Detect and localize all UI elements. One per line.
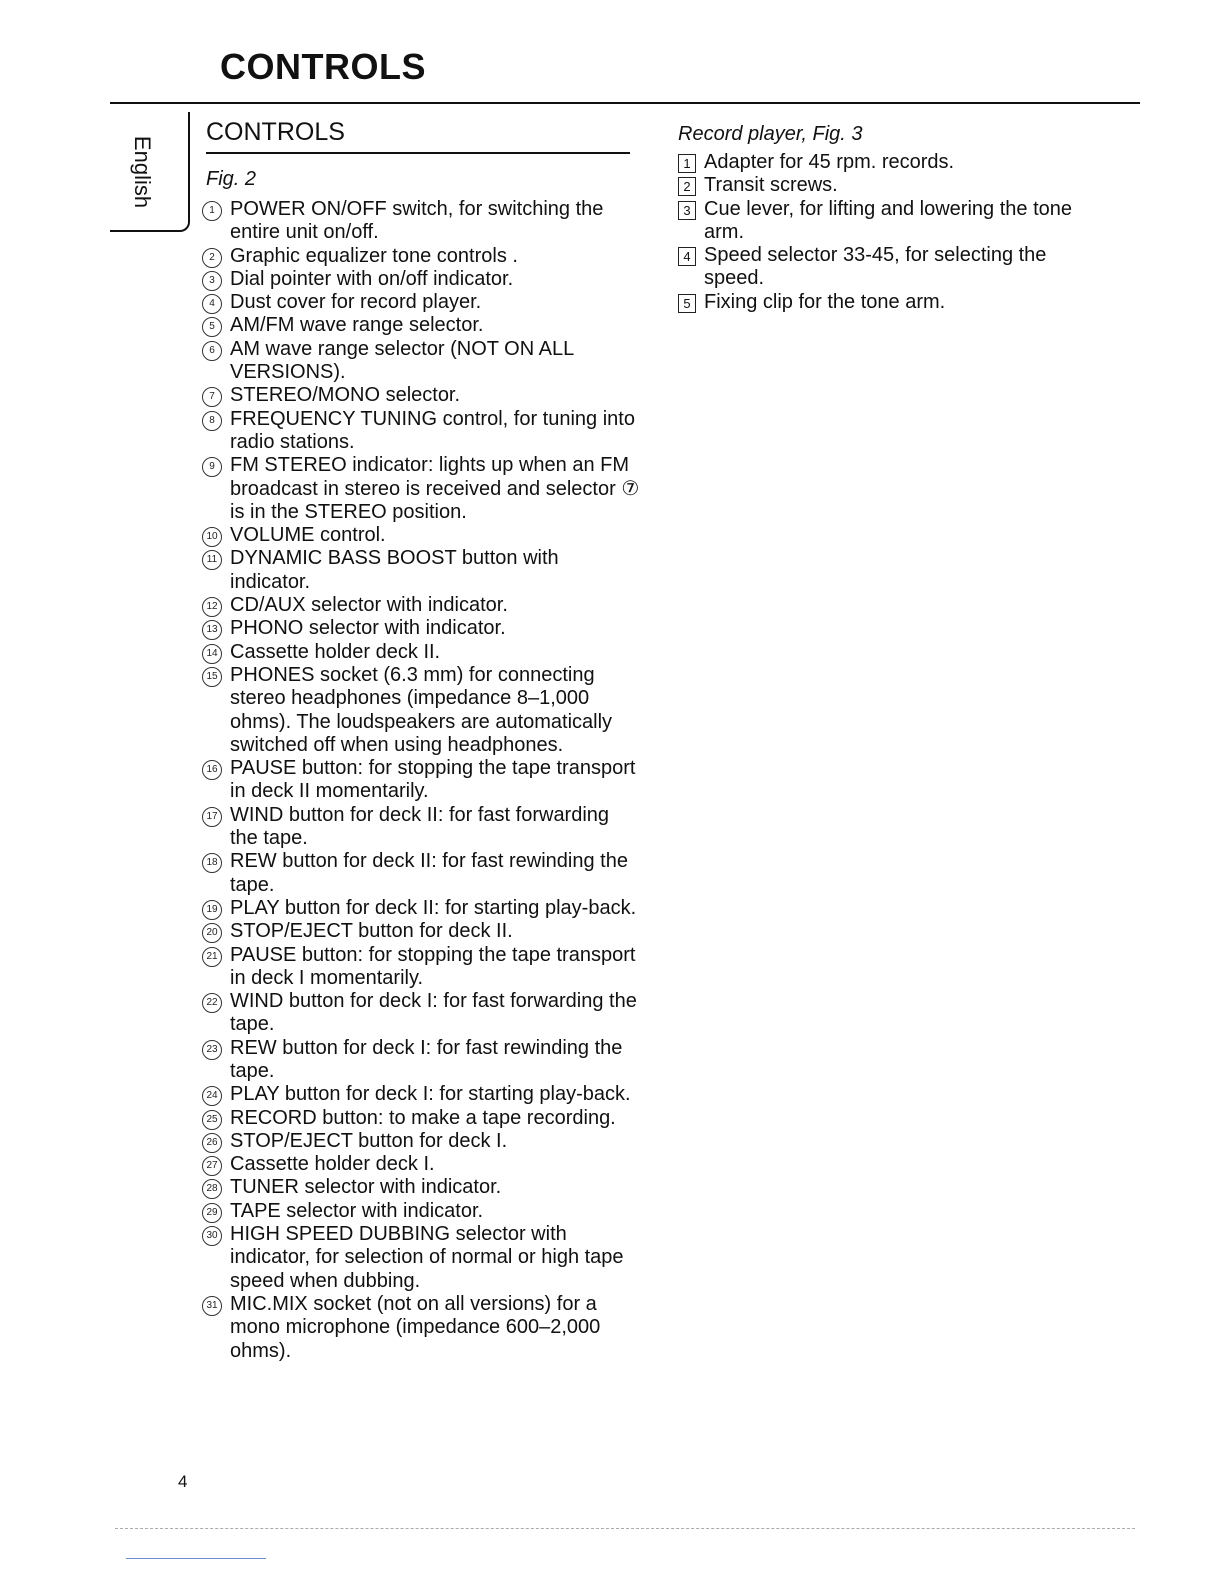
list-item (200, 594, 640, 617)
item-text: REW button for deck II: for fast rewinding the tape. (230, 850, 628, 896)
item-text: PAUSE button: for stopping the tape transport in deck I momentarily. (230, 943, 636, 989)
list-item (200, 1153, 640, 1176)
circled-item-number: 10 (202, 527, 222, 547)
item-text: Cassette holder deck I. (230, 1153, 435, 1176)
item-text: Transit screws. (704, 174, 838, 197)
item-text: FM STEREO indicator: lights up when an FM broadcast in stereo is received and selector ⑦ is in the STEREO position. (230, 454, 640, 523)
circled-item-number: 11 (202, 550, 222, 570)
circled-item-number: 14 (202, 644, 222, 664)
boxed-item-number: 3 (678, 201, 696, 220)
item-text: PHONES socket (6.3 mm) for connecting stereo headphones (impedance 8–1,000 ohms). The loudspeakers are automatically switched off when using headphones. (230, 663, 613, 756)
circled-item-number: 6 (202, 341, 222, 361)
list-item (200, 1130, 640, 1153)
item-text: HIGH SPEED DUBBING selector with indicator, for selection of normal or high tape speed when dubbing. (230, 1223, 624, 1292)
circled-item-number: 13 (202, 620, 222, 640)
fig2-control-list (200, 198, 640, 1363)
circled-item-number: 20 (202, 923, 222, 943)
footer-blue-line (126, 1558, 266, 1559)
circled-item-number: 30 (202, 1226, 222, 1246)
list-item (200, 617, 640, 640)
circled-item-number: 15 (202, 667, 222, 687)
boxed-item-number: 4 (678, 247, 696, 266)
list-item (676, 174, 1096, 197)
item-text: STEREO/MONO selector. (230, 384, 461, 407)
circled-item-number: 21 (202, 947, 222, 967)
list-item (200, 1293, 640, 1363)
list-item (200, 990, 640, 1037)
item-text: FREQUENCY TUNING control, for tuning into radio stations. (230, 407, 635, 453)
circled-item-number: 29 (202, 1203, 222, 1223)
boxed-item-number: 5 (678, 294, 696, 313)
item-text: WIND button for deck I: for fast forwarding the tape. (230, 990, 637, 1036)
list-item (676, 151, 1096, 174)
item-text: PHONO selector with indicator. (230, 617, 506, 640)
item-text: TAPE selector with indicator. (230, 1199, 484, 1222)
item-text: AM/FM wave range selector. (230, 314, 484, 337)
circled-item-number: 7 (202, 387, 222, 407)
item-text: PLAY button for deck I: for starting play-back. (230, 1083, 631, 1106)
list-item (200, 314, 640, 337)
list-item (200, 291, 640, 314)
item-text: WIND button for deck II: for fast forwarding the tape. (230, 803, 610, 850)
fig2-label: Fig. 2 (206, 168, 257, 190)
fig3-label: Record player, Fig. 3 (678, 123, 863, 145)
list-item (200, 268, 640, 291)
list-item (676, 291, 1096, 314)
item-text: VOLUME control. (230, 524, 386, 547)
list-item (200, 1176, 640, 1199)
list-item (200, 1107, 640, 1130)
item-text: REW button for deck I: for fast rewinding the tape. (230, 1036, 623, 1082)
list-item (200, 1037, 640, 1084)
circled-item-number: 25 (202, 1110, 222, 1130)
list-item (200, 245, 640, 268)
item-text: TUNER selector with indicator. (230, 1176, 502, 1199)
item-text: Speed selector 33-45, for selecting the speed. (704, 244, 1047, 290)
item-text: DYNAMIC BASS BOOST button with indicator. (230, 547, 559, 593)
list-item (200, 1083, 640, 1106)
list-item (200, 850, 640, 897)
list-item (200, 338, 640, 385)
circled-item-number: 22 (202, 993, 222, 1013)
list-item (676, 244, 1096, 291)
circled-item-number: 9 (202, 457, 222, 477)
circled-item-number: 3 (202, 271, 222, 291)
page-number: 4 (178, 1472, 188, 1491)
list-item (200, 547, 640, 594)
list-item (200, 804, 640, 851)
list-item (200, 757, 640, 804)
item-text: STOP/EJECT button for deck I. (230, 1129, 508, 1152)
section-rule (206, 152, 630, 154)
circled-item-number: 2 (202, 248, 222, 268)
item-text: Cassette holder deck II. (230, 640, 441, 663)
language-tab (110, 112, 190, 232)
list-item (200, 384, 640, 407)
item-text: MIC.MIX socket (not on all versions) for a mono microphone (impedance 600–2,000 ohms). (230, 1292, 601, 1362)
list-item (200, 664, 640, 757)
circled-item-number: 16 (202, 760, 222, 780)
header-rule (110, 102, 1140, 104)
item-text: Dust cover for record player. (230, 291, 482, 314)
item-text: CD/AUX selector with indicator. (230, 594, 508, 617)
circled-item-number: 8 (202, 411, 222, 431)
circled-item-number: 31 (202, 1296, 222, 1316)
footer-dashed-line (115, 1528, 1135, 1529)
circled-item-number: 28 (202, 1179, 222, 1199)
boxed-item-number: 2 (678, 177, 696, 196)
circled-item-number: 4 (202, 294, 222, 314)
item-text: PLAY button for deck II: for starting play-back. (230, 896, 637, 919)
section-title: CONTROLS (206, 118, 345, 146)
item-text: STOP/EJECT button for deck II. (230, 920, 513, 943)
item-text: RECORD button: to make a tape recording. (230, 1106, 616, 1129)
language-tab-label: English (130, 135, 155, 209)
item-text: PAUSE button: for stopping the tape transport in deck II momentarily. (230, 757, 636, 803)
circled-item-number: 27 (202, 1156, 222, 1176)
list-item (200, 944, 640, 991)
fig3-record-player-list (676, 151, 1096, 314)
circled-item-number: 5 (202, 317, 222, 337)
list-item (676, 198, 1096, 245)
list-item (200, 524, 640, 547)
circled-item-number: 18 (202, 853, 222, 873)
list-item (200, 454, 640, 524)
list-item (200, 897, 640, 920)
item-text: AM wave range selector (NOT ON ALL VERSIONS). (230, 337, 574, 384)
page-title: CONTROLS (220, 46, 426, 87)
item-text: Adapter for 45 rpm. records. (704, 151, 955, 173)
circled-item-number: 1 (202, 201, 222, 221)
item-text: Dial pointer with on/off indicator. (230, 267, 514, 290)
item-text: Graphic equalizer tone controls . (230, 244, 518, 267)
circled-item-number: 26 (202, 1133, 222, 1153)
list-item (200, 408, 640, 455)
circled-item-number: 12 (202, 597, 222, 617)
item-text: Cue lever, for lifting and lowering the tone arm. (704, 197, 1072, 243)
boxed-item-number: 1 (678, 154, 696, 173)
list-item (200, 198, 640, 245)
circled-item-number: 19 (202, 900, 222, 920)
list-item (200, 641, 640, 664)
circled-item-number: 17 (202, 807, 222, 827)
list-item (200, 1223, 640, 1293)
item-text: POWER ON/OFF switch, for switching the entire unit on/off. (230, 198, 604, 244)
list-item (200, 1200, 640, 1223)
list-item (200, 920, 640, 943)
item-text: Fixing clip for the tone arm. (704, 290, 946, 313)
circled-item-number: 23 (202, 1040, 222, 1060)
circled-item-number: 24 (202, 1086, 222, 1106)
